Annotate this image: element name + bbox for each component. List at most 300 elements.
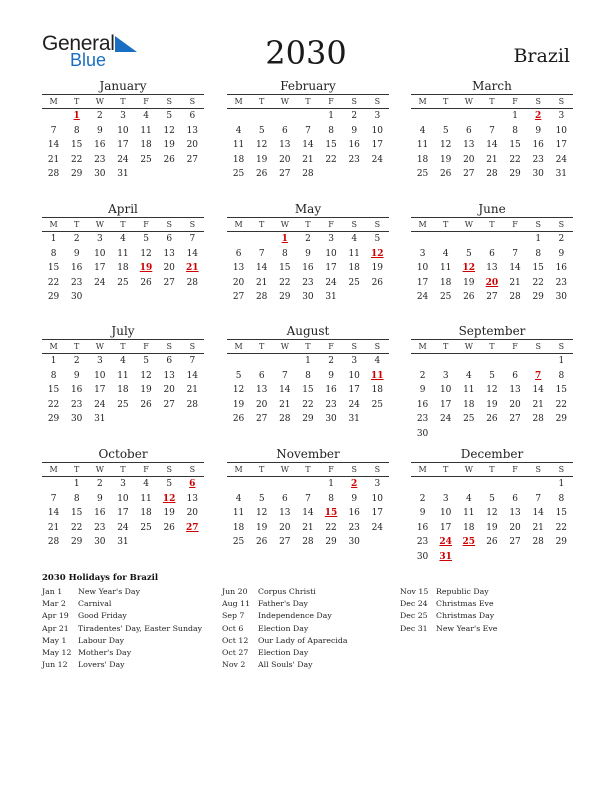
day-cell: 8	[558, 370, 565, 381]
day-cell: 2	[96, 479, 103, 489]
week-row	[411, 550, 573, 565]
weekday-label: M	[418, 342, 427, 351]
month-title: July	[111, 324, 135, 338]
day-cell: 18	[463, 399, 475, 410]
day-cell: 13	[186, 493, 199, 504]
day-cell	[111, 412, 134, 427]
day-cell: 7	[535, 493, 542, 504]
day-cell: 7	[305, 493, 311, 504]
day-cell: 16	[94, 508, 106, 518]
holiday-day-cell: 2	[351, 479, 358, 489]
day-cell: 22	[302, 399, 314, 410]
day-cell: 25	[117, 399, 129, 410]
holiday-name: Republic Day	[436, 587, 489, 596]
day-cell: 16	[94, 140, 106, 150]
week-row	[411, 427, 573, 442]
day-cell	[504, 427, 527, 442]
day-cell: 19	[439, 154, 452, 165]
week-row	[411, 276, 573, 291]
day-cell: 9	[558, 248, 565, 259]
weekday-label: T	[489, 465, 495, 474]
holiday-day-cell: 31	[439, 551, 452, 562]
weekday-label: W	[464, 465, 473, 474]
weekday-header	[227, 94, 389, 109]
week-row	[42, 109, 204, 124]
day-cell: 14	[509, 263, 521, 273]
day-cell: 14	[279, 385, 291, 395]
weekday-label: T	[489, 342, 495, 351]
day-cell: 12	[439, 140, 452, 150]
day-cell: 21	[47, 154, 60, 165]
day-cell: 11	[232, 140, 245, 150]
weekday-label: S	[374, 465, 381, 474]
day-cell: 23	[70, 399, 83, 410]
page-header	[0, 0, 612, 80]
day-cell: 3	[96, 234, 103, 244]
day-cell	[250, 232, 273, 247]
week-row	[42, 506, 204, 521]
day-cell: 7	[489, 125, 495, 136]
holiday-date: Jun 12	[42, 660, 68, 670]
holiday-day-cell: 20	[485, 277, 499, 288]
day-cell	[411, 109, 434, 124]
day-cell	[480, 354, 503, 369]
day-cell: 6	[489, 248, 495, 259]
day-cell: 29	[325, 537, 337, 547]
day-cell	[366, 412, 389, 427]
day-cell: 28	[47, 537, 60, 547]
day-cell: 13	[486, 263, 498, 273]
day-cell: 8	[535, 248, 542, 259]
day-cell: 13	[279, 140, 291, 150]
day-cell: 9	[73, 248, 80, 259]
day-cell: 2	[73, 234, 80, 244]
day-cell: 29	[279, 292, 291, 302]
day-cell: 26	[140, 399, 152, 410]
day-cell: 1	[558, 356, 565, 366]
day-cell	[296, 477, 319, 492]
day-cell	[42, 109, 65, 124]
holiday-entry	[400, 623, 580, 635]
day-cell: 2	[305, 234, 311, 244]
weekday-label: S	[351, 465, 357, 474]
day-cell	[434, 427, 457, 442]
weekday-header	[42, 94, 204, 109]
holiday-date: May 12	[42, 647, 72, 657]
day-cell: 13	[509, 508, 521, 518]
week-row	[411, 138, 573, 153]
week-row	[411, 369, 573, 384]
month-title: August	[286, 324, 330, 338]
weekday-label: T	[305, 97, 311, 106]
day-cell: 14	[47, 140, 60, 150]
day-cell: 20	[232, 277, 245, 288]
day-cell	[273, 477, 296, 492]
day-cell: 4	[351, 234, 358, 244]
day-cell: 6	[166, 234, 173, 244]
day-cell	[273, 109, 296, 124]
day-cell: 24	[439, 414, 452, 424]
day-cell: 7	[50, 493, 57, 504]
weekday-label: S	[535, 342, 541, 351]
weekday-label: T	[74, 220, 80, 229]
weekday-label: T	[305, 465, 311, 474]
day-cell: 17	[439, 399, 452, 410]
day-cell: 11	[439, 263, 452, 273]
day-cell: 2	[96, 111, 103, 121]
holiday-list-title: 2030 Holidays for Brazil	[42, 573, 159, 583]
day-cell: 31	[117, 537, 129, 547]
day-cell: 12	[140, 370, 152, 381]
day-cell: 3	[351, 356, 358, 366]
day-cell: 29	[555, 537, 568, 547]
day-cell: 5	[465, 248, 472, 259]
day-cell: 11	[140, 125, 152, 136]
month-november	[227, 447, 389, 550]
day-cell: 23	[302, 277, 314, 288]
week-row	[227, 369, 389, 384]
day-cell: 18	[439, 277, 452, 288]
holiday-date: Apr 19	[42, 611, 69, 621]
holiday-entry	[222, 586, 402, 598]
week-row	[227, 167, 389, 182]
day-cell	[158, 412, 181, 427]
day-cell	[434, 109, 457, 124]
weekday-header	[42, 217, 204, 232]
day-cell: 25	[140, 522, 152, 533]
day-cell: 14	[47, 508, 60, 518]
day-cell: 20	[279, 154, 291, 165]
day-cell: 1	[328, 479, 334, 489]
holiday-name: Tiradentes' Day, Easter Sunday	[78, 623, 203, 633]
day-cell	[158, 535, 181, 550]
holiday-entry	[222, 623, 402, 635]
day-cell	[366, 167, 389, 182]
day-cell	[111, 290, 134, 305]
day-cell: 3	[120, 111, 126, 121]
day-cell: 2	[73, 356, 80, 366]
weekday-label: T	[489, 97, 495, 106]
month-september	[411, 324, 573, 441]
day-cell: 4	[419, 125, 426, 136]
weekday-label: S	[374, 342, 381, 351]
day-cell: 27	[509, 537, 521, 547]
holiday-entry	[400, 586, 580, 598]
month-june	[411, 202, 573, 305]
day-cell: 5	[143, 234, 149, 244]
day-cell: 3	[120, 479, 126, 489]
holiday-entry	[42, 598, 222, 610]
week-row	[42, 153, 204, 168]
week-row	[411, 261, 573, 276]
weekday-label: M	[49, 97, 58, 106]
month-august	[227, 324, 389, 427]
day-cell: 12	[255, 140, 268, 150]
week-row	[411, 109, 573, 124]
weekday-label: S	[189, 220, 196, 229]
holiday-day-cell: 2	[535, 111, 542, 121]
day-cell: 26	[163, 154, 175, 165]
week-row	[42, 398, 204, 413]
day-cell: 26	[486, 414, 498, 424]
weekday-label: F	[328, 220, 334, 229]
week-row	[411, 506, 573, 521]
day-cell: 26	[371, 277, 384, 288]
week-row	[42, 412, 204, 427]
day-cell: 16	[348, 508, 360, 518]
holiday-name: Good Friday	[78, 611, 127, 621]
day-cell: 19	[255, 522, 268, 533]
day-cell: 5	[166, 111, 173, 121]
day-cell: 10	[94, 248, 106, 259]
holiday-entry	[42, 647, 222, 659]
day-cell: 22	[70, 154, 83, 165]
weekday-label: S	[351, 220, 357, 229]
day-cell: 5	[374, 234, 381, 244]
day-cell: 19	[371, 263, 384, 273]
day-cell: 7	[305, 125, 311, 136]
day-cell: 10	[371, 493, 384, 504]
day-cell: 26	[255, 537, 268, 547]
day-cell: 22	[47, 277, 60, 288]
weekday-label: W	[464, 342, 473, 351]
day-cell: 6	[166, 356, 173, 366]
day-cell: 1	[305, 356, 311, 366]
day-cell: 18	[232, 154, 245, 165]
day-cell: 8	[50, 248, 57, 259]
holiday-entry	[42, 635, 222, 647]
day-cell: 3	[419, 248, 426, 259]
day-cell: 24	[371, 154, 384, 165]
day-cell: 4	[120, 234, 126, 244]
day-cell: 30	[416, 551, 429, 562]
day-cell: 20	[163, 263, 175, 273]
day-cell	[250, 477, 273, 492]
day-cell	[366, 535, 389, 550]
weekday-label: T	[120, 465, 126, 474]
day-cell: 29	[47, 414, 60, 424]
holiday-date: Jan 1	[42, 587, 63, 596]
weekday-label: T	[259, 220, 265, 229]
holiday-entry	[42, 659, 222, 671]
day-cell	[504, 477, 527, 492]
weekday-label: T	[443, 220, 449, 229]
day-cell	[480, 550, 503, 565]
day-cell	[296, 109, 319, 124]
day-cell: 8	[73, 125, 80, 136]
day-cell: 18	[348, 263, 360, 273]
day-cell: 23	[532, 154, 544, 165]
day-cell: 5	[489, 493, 495, 504]
day-cell: 10	[371, 125, 384, 136]
day-cell: 21	[532, 522, 544, 533]
day-cell: 7	[189, 234, 196, 244]
holiday-date: Apr 21	[42, 623, 69, 633]
weekday-label: S	[558, 220, 565, 229]
day-cell	[227, 109, 250, 124]
day-cell: 21	[279, 399, 291, 410]
day-cell: 13	[163, 248, 175, 259]
weekday-label: S	[535, 97, 541, 106]
weekday-label: T	[489, 220, 495, 229]
logo-text-general: General	[42, 32, 115, 55]
week-row	[227, 109, 389, 124]
day-cell	[42, 477, 65, 492]
day-cell	[181, 412, 204, 427]
day-cell: 30	[94, 537, 106, 547]
weekday-label: M	[418, 220, 427, 229]
week-row	[42, 535, 204, 550]
day-cell: 24	[371, 522, 384, 533]
day-cell: 7	[281, 370, 288, 381]
holiday-name: Independence Day	[258, 611, 332, 621]
day-cell: 23	[348, 154, 360, 165]
weekday-label: T	[259, 465, 265, 474]
day-cell: 15	[555, 385, 568, 395]
day-cell: 3	[374, 111, 381, 121]
weekday-label: F	[143, 97, 149, 106]
day-cell: 4	[442, 248, 449, 259]
day-cell: 5	[235, 370, 242, 381]
day-cell: 19	[163, 508, 175, 518]
weekday-label: T	[74, 465, 80, 474]
day-cell: 9	[305, 248, 311, 259]
holiday-entry	[42, 623, 222, 635]
week-row	[411, 383, 573, 398]
weekday-header	[411, 217, 573, 232]
holiday-name: New Year's Day	[78, 587, 140, 596]
week-row	[411, 477, 573, 492]
day-cell: 1	[512, 111, 518, 121]
day-cell: 8	[305, 370, 311, 381]
day-cell	[504, 232, 527, 247]
day-cell: 22	[47, 399, 60, 410]
day-cell: 26	[140, 277, 152, 288]
week-row	[411, 153, 573, 168]
day-cell	[320, 167, 343, 182]
weekday-label: M	[234, 342, 243, 351]
week-row	[227, 290, 389, 305]
day-cell: 30	[348, 537, 360, 547]
week-row	[411, 535, 573, 550]
day-cell: 15	[70, 140, 83, 150]
holiday-day-cell: 1	[281, 234, 288, 244]
day-cell: 9	[96, 125, 103, 136]
day-cell: 21	[47, 522, 60, 533]
month-january	[42, 79, 204, 182]
day-cell: 23	[94, 522, 106, 533]
day-cell: 24	[94, 277, 106, 288]
weekday-label: T	[305, 342, 311, 351]
day-cell: 21	[186, 385, 199, 395]
day-cell: 9	[419, 385, 426, 395]
weekday-label: S	[558, 97, 565, 106]
day-cell: 20	[163, 385, 175, 395]
holiday-name: Christmas Day	[436, 611, 495, 621]
day-cell: 6	[512, 493, 518, 504]
day-cell	[273, 354, 296, 369]
week-row	[42, 261, 204, 276]
day-cell: 16	[70, 385, 83, 395]
day-cell: 11	[416, 140, 429, 150]
weekday-label: T	[443, 342, 449, 351]
day-cell: 1	[50, 234, 57, 244]
day-cell: 28	[486, 169, 498, 179]
day-cell	[550, 550, 573, 565]
holiday-entry	[400, 610, 580, 622]
weekday-label: W	[95, 465, 104, 474]
day-cell: 14	[302, 508, 314, 518]
weekday-header	[411, 94, 573, 109]
holiday-date: Aug 11	[222, 599, 251, 609]
weekday-label: M	[418, 97, 427, 106]
holiday-day-cell: 11	[371, 370, 384, 381]
day-cell: 17	[555, 140, 568, 150]
weekday-label: T	[259, 342, 265, 351]
holiday-day-cell: 12	[462, 263, 476, 273]
day-cell: 9	[535, 125, 542, 136]
day-cell: 26	[463, 292, 475, 302]
day-cell	[158, 167, 181, 182]
day-cell	[457, 427, 480, 442]
week-row	[227, 276, 389, 291]
week-row	[411, 290, 573, 305]
day-cell: 9	[351, 125, 358, 136]
weekday-label: S	[558, 465, 565, 474]
day-cell: 5	[258, 493, 265, 504]
day-cell: 18	[140, 140, 152, 150]
day-cell: 28	[255, 292, 268, 302]
day-cell	[550, 427, 573, 442]
day-cell: 9	[73, 370, 80, 381]
day-cell: 31	[348, 414, 360, 424]
week-row	[227, 354, 389, 369]
day-cell: 25	[371, 399, 384, 410]
day-cell: 13	[509, 385, 521, 395]
day-cell: 30	[94, 169, 106, 179]
day-cell: 28	[186, 399, 199, 410]
holiday-name: Lovers' Day	[78, 660, 125, 670]
weekday-label: M	[234, 97, 243, 106]
day-cell	[227, 232, 250, 247]
day-cell: 6	[512, 370, 518, 381]
holiday-name: Election Day	[258, 623, 309, 633]
holiday-date: Nov 2	[222, 660, 246, 670]
day-cell: 8	[50, 370, 57, 381]
day-cell: 3	[558, 111, 565, 121]
week-row	[411, 232, 573, 247]
week-row	[411, 354, 573, 369]
day-cell: 28	[47, 169, 60, 179]
day-cell: 11	[463, 508, 475, 518]
holiday-day-cell: 19	[139, 263, 153, 273]
day-cell: 27	[463, 169, 475, 179]
day-cell: 16	[416, 522, 429, 533]
day-cell: 17	[348, 385, 360, 395]
day-cell: 28	[532, 414, 544, 424]
day-cell	[181, 167, 204, 182]
day-cell	[250, 109, 273, 124]
day-cell: 29	[532, 292, 544, 302]
day-cell	[227, 477, 250, 492]
holiday-name: Carnival	[78, 599, 112, 609]
holiday-entry	[222, 659, 402, 671]
day-cell: 21	[509, 277, 521, 288]
month-title: March	[472, 79, 512, 93]
day-cell: 8	[281, 248, 288, 259]
day-cell: 24	[94, 399, 106, 410]
week-row	[411, 398, 573, 413]
